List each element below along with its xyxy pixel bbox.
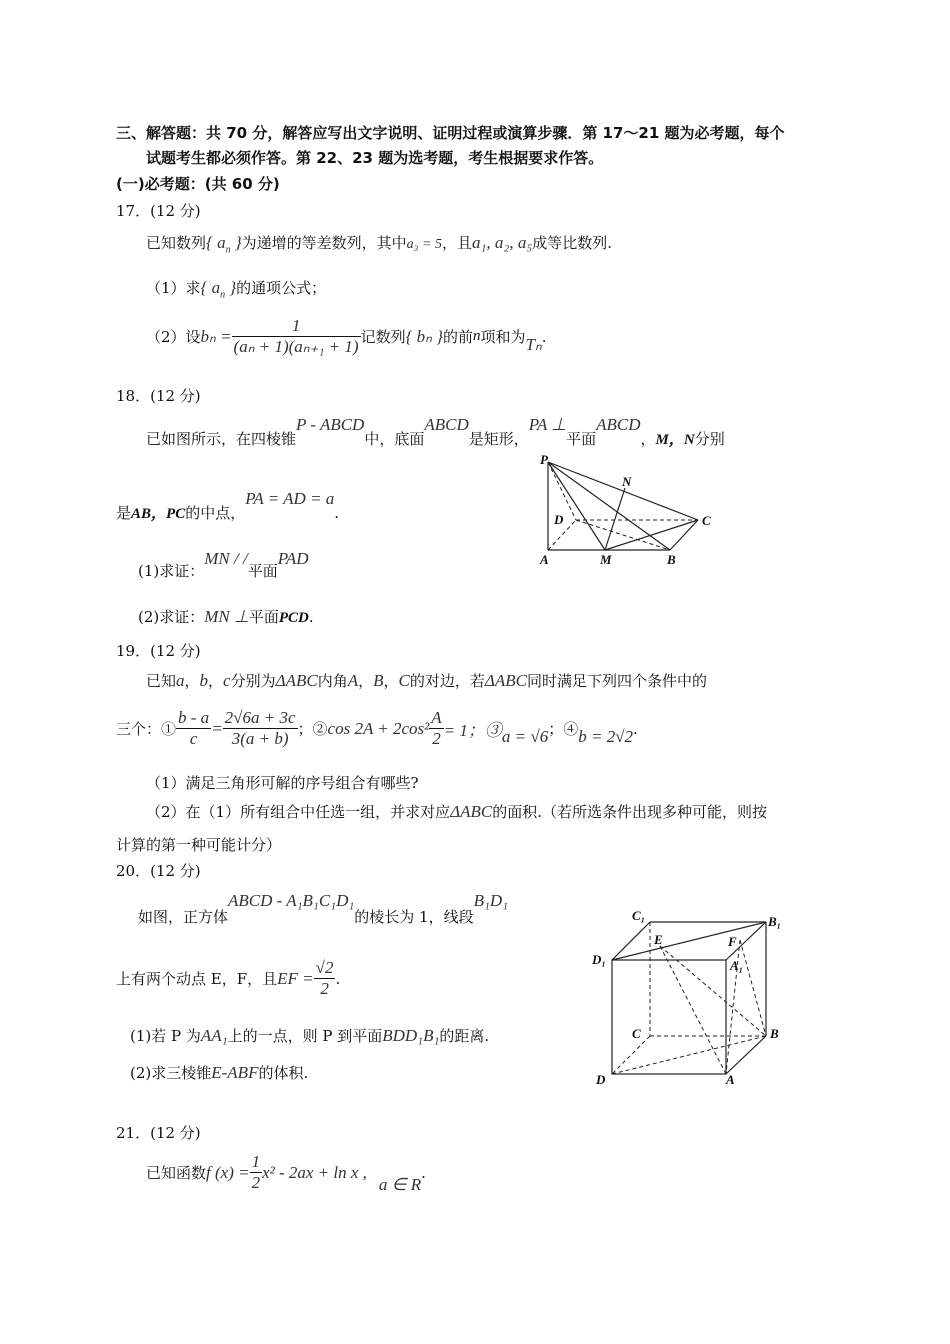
q17-number: 17．(12 分) <box>116 202 201 220</box>
part-heading: (一)必考题：(共 60 分) <box>116 175 280 193</box>
label-E: E <box>654 932 663 947</box>
label-N: N <box>622 474 632 489</box>
segment-MN <box>605 488 625 550</box>
label-M: M <box>600 552 612 567</box>
q20-stem-line2: 上有两个动点 E，F，且 EF = $\frac{√2}{2}$ . <box>116 958 341 998</box>
label-D1: D₁ <box>592 952 606 967</box>
segment-FB <box>740 940 766 1036</box>
q17-stem: 已知数列{ $a_n$ }为递增的等差数列，其中a₃ = 5，且a₁, a₂, a₅成等比数列. <box>146 233 613 256</box>
q19-frac2: $\frac{2√6a + 3c}{3(a + b)}$ <box>224 708 296 748</box>
edge-D1C1 <box>612 922 650 960</box>
q20-stem: 如图，正方体ABCD - A₁B₁C₁D₁的棱长为 1，线段B₁D₁ <box>138 891 509 926</box>
q18-stem: 已如图所示，在四棱锥P - ABCD中，底面ABCD是矩形，PA ⊥平面ABCD，M，N分别 <box>146 415 725 448</box>
q17-part1: （1）求{ $a_n$ }的通项公式； <box>146 278 327 301</box>
edge-PM <box>548 462 605 550</box>
q18-number: 18．(12 分) <box>116 387 201 405</box>
segment-D1B1 <box>612 922 766 960</box>
pyramid-figure <box>530 450 730 570</box>
label-A: A <box>540 552 549 567</box>
label-F: F <box>728 934 737 949</box>
q17-part2: （2）设 bₙ = $\frac{1}{\text{(aₙ + 1)(aₙ₊₁ + 1)}}$ 记数列 { bₙ } 的前 n 项和为 Tₙ . <box>146 316 547 356</box>
q19-conditions: 三个：① $\frac{b - a}{c}$ = $\frac{2√6a + 3c}{3(a + b)}$ ；② cos 2A + 2cos² $\frac{A}{2}$ = 1；③ a = √6 ；④ b = 2√2 . <box>116 708 638 748</box>
label-C: C <box>632 1026 641 1041</box>
section-title-line2: 试题考生都必须作答。第 22、23 题为选考题，考生根据要求作答。 <box>146 149 604 167</box>
label-B: B <box>770 1026 779 1041</box>
label-P: P <box>540 452 548 467</box>
q21-frac: $\frac{1}{2}$ <box>251 1152 261 1192</box>
q19-part2: （2）在（1）所有组合中任选一组，并求对应ΔABC的面积.（若所选条件出现多种可能，则按 <box>146 802 767 821</box>
label-A: A <box>726 1072 735 1087</box>
q18-part1: (1)求证：MN / /平面PAD <box>138 549 309 580</box>
section-title-line1: 三、解答题：共 70 分，解答应写出文字说明、证明过程或演算步骤．第 17～21 题为必考题，每个 <box>116 124 785 142</box>
q17-fraction: $\frac{1}{\text{(aₙ + 1)(aₙ₊₁ + 1)}}$ <box>233 316 359 356</box>
label-A1: A₁ <box>730 958 744 973</box>
q20-number: 20．(12 分) <box>116 862 201 880</box>
segment-EA <box>660 946 726 1074</box>
q19-part2-cont: 计算的第一种可能计分） <box>116 836 282 854</box>
q21-number: 21．(12 分) <box>116 1124 201 1142</box>
label-C: C <box>702 513 711 528</box>
edge-BA <box>726 1036 766 1074</box>
q19-frac3: $\frac{A}{2}$ <box>431 708 442 748</box>
q19-part1: （1）满足三角形可解的序号组合有哪些? <box>146 774 419 792</box>
q20-frac: $\frac{√2}{2}$ <box>315 958 334 998</box>
edge-DB <box>576 520 670 550</box>
edge-CD <box>612 1036 650 1074</box>
q20-part2: (2)求三棱锥E-ABF的体积. <box>130 1063 309 1082</box>
label-B1: B₁ <box>768 914 782 929</box>
edge-PC <box>548 462 698 520</box>
q20-part1: (1)若 P 为AA₁上的一点，则 P 到平面BDD₁B₁的距离. <box>130 1026 490 1045</box>
edge-DB <box>612 1036 766 1074</box>
q19-number: 19．(12 分) <box>116 642 201 660</box>
label-B: B <box>667 552 676 567</box>
q18-stem-line2: 是AB，PC的中点，PA = AD = a. <box>116 489 340 522</box>
label-D: D <box>596 1072 606 1087</box>
q21-stem: 已知函数 f (x) = $\frac{1}{2}$ x² - 2ax + ln x , a ∈ R . <box>146 1152 426 1194</box>
cube-figure <box>590 900 790 1090</box>
q19-frac1: $\frac{b - a}{c}$ <box>178 708 210 748</box>
label-D: D <box>554 512 564 527</box>
q18-part2: (2)求证：MN ⊥平面PCD. <box>138 607 314 626</box>
label-C1: C₁ <box>632 908 646 923</box>
q19-stem: 已知a，b，c分别为ΔABC内角A，B，C的对边，若ΔABC同时满足下列四个条件中的 <box>146 671 707 690</box>
